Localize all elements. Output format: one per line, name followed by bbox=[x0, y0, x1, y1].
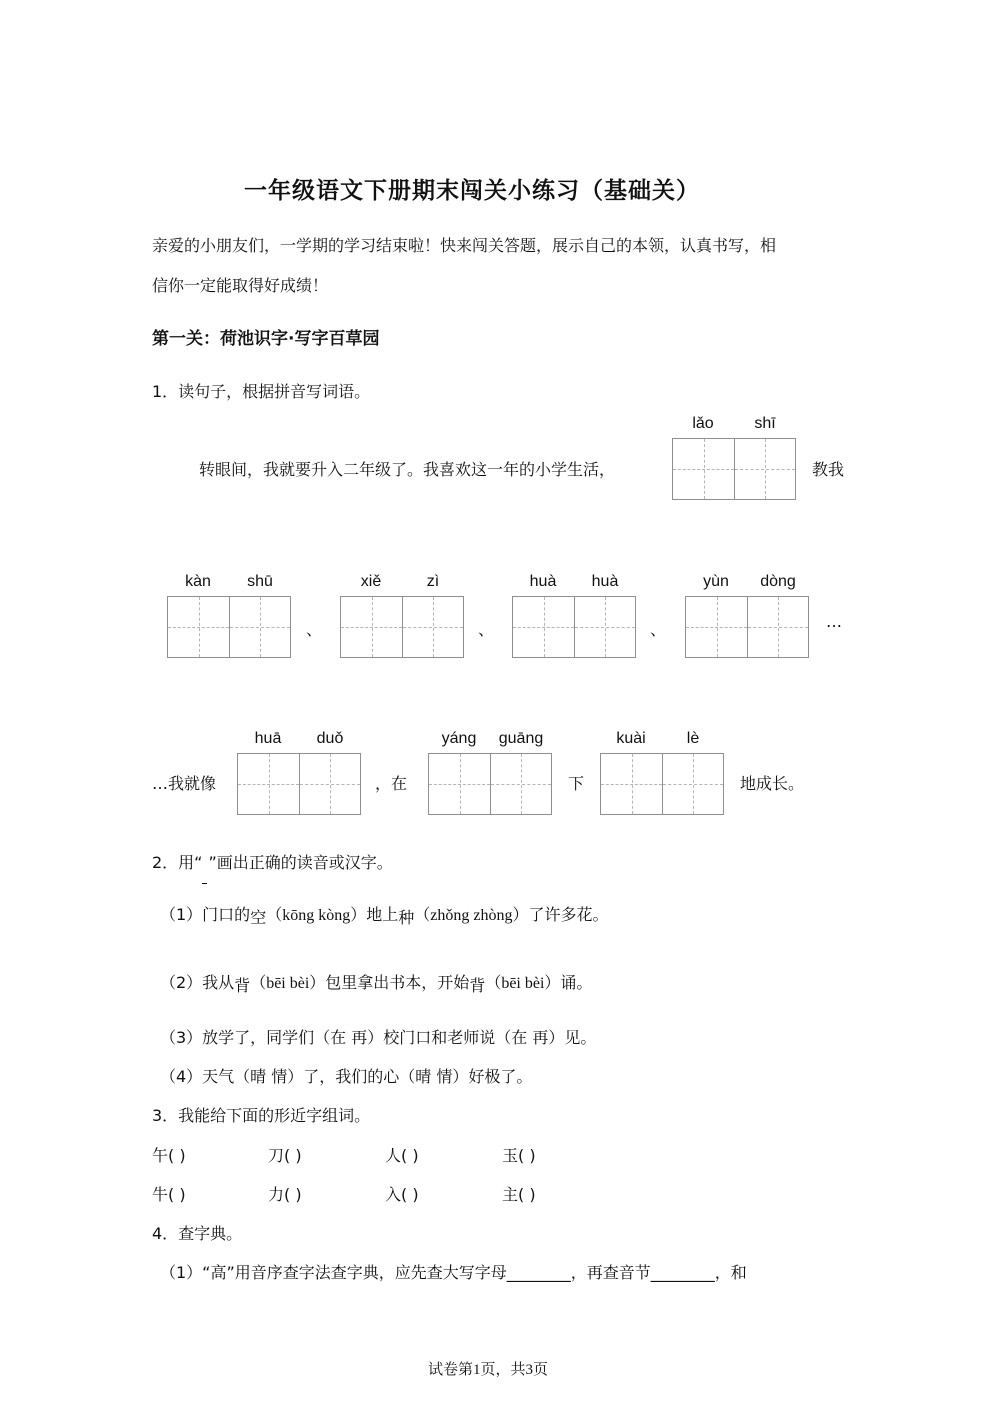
pinyin-kuai: kuài bbox=[616, 730, 646, 747]
pinyin-duo: duǒ bbox=[316, 730, 344, 747]
pinyin-kan: kàn bbox=[185, 573, 211, 590]
writing-grid-huaduo[interactable] bbox=[237, 753, 361, 815]
word-blank[interactable]: 牛( ) bbox=[152, 1185, 186, 1204]
q1-sentence-part-5: 下 bbox=[568, 774, 585, 793]
question-1-stem: 1．读句子，根据拼音写词语。 bbox=[152, 382, 371, 401]
question-2-stem bbox=[152, 850, 393, 873]
target-char: 背 bbox=[234, 976, 251, 995]
pinyin-xie: xiě bbox=[360, 573, 382, 590]
pinyin-guang: guāng bbox=[498, 730, 544, 747]
question-4-stem: 4．查字典。 bbox=[152, 1224, 243, 1243]
pinyin-yang: yáng bbox=[441, 730, 477, 747]
word-blank[interactable]: 力( ) bbox=[268, 1185, 302, 1204]
target-char: 空 bbox=[250, 908, 267, 927]
intro-line-2: 信你一定能取得好成绩！ bbox=[152, 276, 329, 295]
q1-sentence-part-3: …我就像 bbox=[152, 774, 217, 793]
pinyin-shu: shū bbox=[247, 573, 273, 590]
q1-sentence-part-1: 转眼间，我就要升入二年级了。我喜欢这一年的小学生活， bbox=[199, 460, 616, 479]
q2-item-3: （3）放学了，同学们（在 再）校门口和老师说（在 再）见。 bbox=[160, 1028, 597, 1047]
target-char: 背 bbox=[469, 976, 486, 995]
intro-line-1: 亲爱的小朋友们，一学期的学习结束啦！快来闯关答题，展示自己的本领，认真书写，相 bbox=[152, 236, 777, 255]
separator: 、 bbox=[306, 620, 323, 639]
q4-item-1: （1）“高”用音序查字法查字典，应先查大写字母________，再查音节________，和 bbox=[160, 1263, 747, 1282]
writing-grid-huahua[interactable] bbox=[512, 596, 636, 658]
word-blank[interactable]: 刀( ) bbox=[268, 1146, 302, 1165]
q2-stem-suffix: ”画出正确的读音或汉字。 bbox=[208, 853, 393, 872]
q2-item-1: （1）门口的空（kōng kòng）地上种（zhǒng zhòng）了许多花。 bbox=[160, 905, 609, 927]
pinyin-zi: zì bbox=[426, 573, 440, 590]
pinyin-hua-1: huà bbox=[529, 573, 557, 590]
section-heading: 第一关：荷池识字·写字百草园 bbox=[152, 329, 380, 349]
pinyin-hua-flower: huā bbox=[254, 730, 282, 747]
target-char: 种 bbox=[398, 908, 415, 927]
writing-grid-xiezi[interactable] bbox=[340, 596, 464, 658]
q1-sentence-part-6: 地成长。 bbox=[740, 774, 805, 793]
writing-grid-yangguang[interactable] bbox=[428, 753, 552, 815]
pinyin-dong: dòng bbox=[760, 573, 796, 590]
page-title: 一年级语文下册期末闯关小练习（基础关） bbox=[244, 178, 700, 204]
q2-item-4: （4）天气（晴 情）了，我们的心（晴 情）好极了。 bbox=[160, 1067, 533, 1086]
writing-grid-yundong[interactable] bbox=[685, 596, 809, 658]
ellipsis: … bbox=[826, 612, 842, 631]
pinyin-hua-2: huà bbox=[591, 573, 619, 590]
q1-sentence-part-4: ，在 bbox=[375, 774, 408, 793]
separator: 、 bbox=[478, 620, 495, 639]
q2-stem-prefix: 2．用“ bbox=[152, 853, 203, 872]
word-blank[interactable]: 主( ) bbox=[502, 1185, 536, 1204]
page-footer: 试卷第1页，共3页 bbox=[428, 1362, 549, 1378]
pinyin-yun: yùn bbox=[703, 573, 729, 590]
pinyin-le: lè bbox=[686, 730, 700, 747]
word-blank[interactable]: 入( ) bbox=[385, 1185, 419, 1204]
q1-sentence-part-2: 教我 bbox=[812, 460, 845, 479]
writing-grid-kanshu[interactable] bbox=[167, 596, 291, 658]
writing-grid-kuaile[interactable] bbox=[600, 753, 724, 815]
separator: 、 bbox=[650, 620, 667, 639]
pinyin-lao: lǎo bbox=[692, 415, 714, 432]
pinyin-shi: shī bbox=[754, 415, 776, 432]
word-blank[interactable]: 人( ) bbox=[385, 1146, 419, 1165]
word-blank[interactable]: 玉( ) bbox=[502, 1146, 536, 1165]
word-blank[interactable]: 午( ) bbox=[152, 1146, 186, 1165]
writing-grid-laoshi[interactable] bbox=[672, 438, 796, 500]
q2-item-2: （2）我从背（bēi bèi）包里拿出书本，开始背（bēi bèi）诵。 bbox=[160, 973, 593, 995]
question-3-stem: 3．我能给下面的形近字组词。 bbox=[152, 1106, 371, 1125]
